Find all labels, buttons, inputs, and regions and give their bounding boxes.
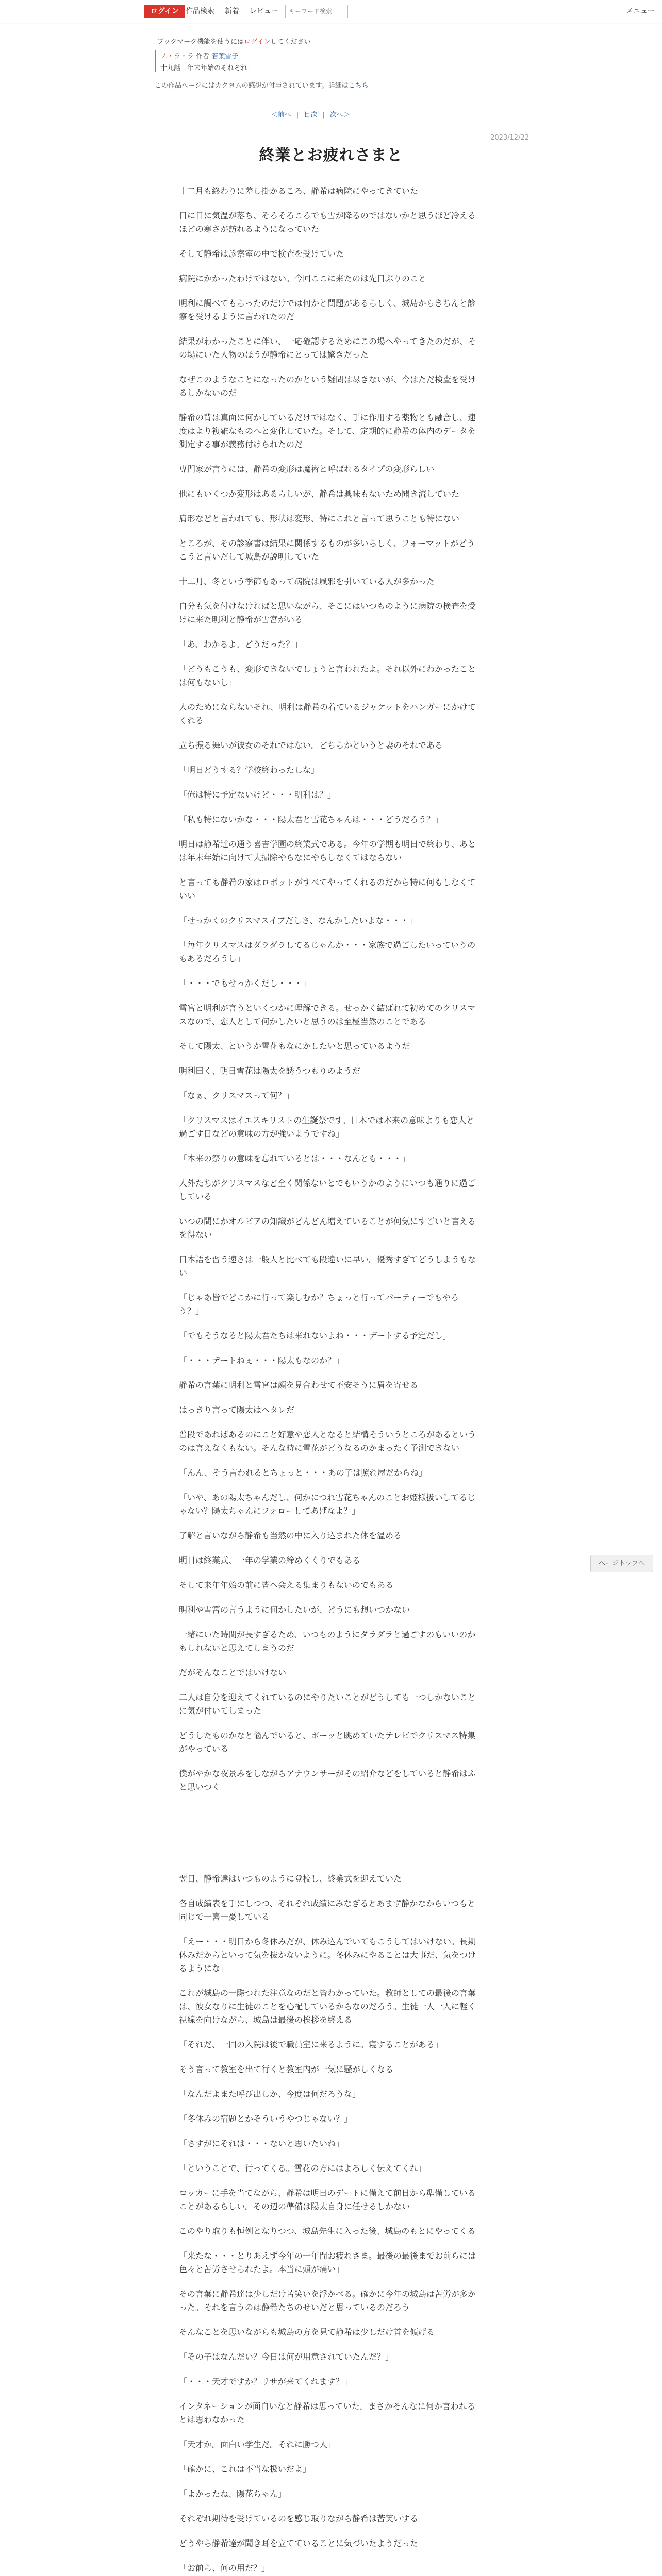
author-prefix: 作者 <box>196 53 210 60</box>
paragraph: 「んん、そう言われるとちょっと・・・あの子は照れ屋だからね」 <box>179 1468 427 1478</box>
paragraph: 一緒にいた時間が長すぎるため、いつものようにダラダラと過ごすのもいいのかもしれないと思えてしまうのだ <box>179 1630 476 1653</box>
paragraph: 「その子はなんだい？今日は何が用意されていたんだ？」 <box>179 2352 394 2362</box>
paragraph: 「来たな・・・とりあえず今年の一年間お疲れさま。最後の最後までお前らには色々と苦労させられたよ。本当に頭が痛い」 <box>179 2251 476 2274</box>
menu-link[interactable]: メニュー <box>626 7 655 15</box>
paragraph: 明日は静希達の通う喜吉学園の終業式である。今年の学期も明日で終わり、あとは年末年始に向けて大掃除やらなにやらしなくてはならない <box>179 839 476 862</box>
pager-separator: | <box>296 111 299 119</box>
section-break <box>179 1805 478 1872</box>
paragraph: そして来年年始の前に皆へ会える集まりもないのでもある <box>179 1580 394 1590</box>
kakuyomu-notice-text: この作品ページにはカクヨムの感想が付与されています。詳細は <box>155 82 349 90</box>
paragraph: 「それだ、一回の入院は後で職員室に来るように。寝することがある」 <box>179 2040 443 2049</box>
paragraph: これが城島の一際つれた注意なのだと皆わかっていた。教師としての最後の言葉は、彼女なりに生徒のことを心配しているからなのだろう。生徒一人一人に軽く視線を向けながら、城島は最後の挨拶を終える <box>179 1988 476 2025</box>
paragraph: 「なんだよまた呼び出しか、今度は何だろうな」 <box>179 2089 361 2099</box>
paragraph: 僕がやかな夜景みをしながらアナウンサーがその紹介などをしていると静希はふと思いつく <box>179 1769 476 1792</box>
paragraph: そして陽太、というか雪花もなにかしたいと思っているようだ <box>179 1041 410 1051</box>
paragraph: 「よかったね、陽花ちゃん」 <box>179 2489 287 2499</box>
login-button[interactable]: ログイン <box>144 5 185 18</box>
prev-chapter-link[interactable]: ＜前へ <box>271 111 292 119</box>
paragraph: 「いや、あの陽太ちゃんだし、何かにつれ雪花ちゃんのことお姫様扱いしてるじゃない？陽太ちゃんにフォローしてあげなよ？」 <box>179 1493 476 1516</box>
paragraph: 「せっかくのクリスマスイブだしさ、なんかしたいよな・・・」 <box>179 916 417 925</box>
paragraph: 二人は自分を迎えてくれているのにやりたいことがどうしても一つしかないことに気が付いてしまった <box>179 1692 476 1716</box>
paragraph: 静希の背は真面に何かしているだけではなく、手に作用する薬物とも融合し、速度はより複雑なものへと変化していた。そして、定期的に静希の体内のデータを測定する事が義務付けられたのだ <box>179 413 476 449</box>
paragraph: 明利や雪宮の言うように何かしたいが、どうにも想いつかない <box>179 1605 410 1615</box>
top-navigation-bar <box>0 0 662 23</box>
paragraph: 「・・・デートねぇ・・・陽太もなのか？」 <box>179 1355 344 1365</box>
pager-separator: | <box>322 111 325 119</box>
paragraph: 「・・・天才ですか？リサが来てくれます？」 <box>179 2377 352 2386</box>
paragraph: それぞれ期待を受けているのを感じ取りながら静希は苦笑いする <box>179 2514 419 2523</box>
paragraph: 病院にかかったわけではない。今回ここに来たのは先日ぶりのこと <box>179 274 427 283</box>
paragraph: インタネーションが面白いなと静希は思っていた。まさかそんなに何か言われるとは思わなかった <box>179 2401 475 2425</box>
paragraph: 「クリスマスはイエスキリストの生誕祭です。日本では本来の意味よりも恋人と過ごす日などの意味の方が強いようですね」 <box>179 1115 475 1139</box>
chapter-title: 終業とお疲れさまと <box>259 146 403 164</box>
paragraph: 「なぁ、クリスマスって何？」 <box>179 1091 294 1100</box>
table-of-contents-link[interactable]: 目次 <box>304 111 318 119</box>
paragraph: 「本来の祭りの意味を忘れているとは・・・なんとも・・・」 <box>179 1154 410 1163</box>
paragraph: 人のためにならないそれ、明利は静希の着ているジャケットをハンガーにかけてくれる <box>179 702 476 725</box>
notice-login-link[interactable]: ログイン <box>244 38 271 46</box>
paragraph: 「でもそうなると陽太君たちは来れないよね・・・デートする予定だし」 <box>179 1331 451 1341</box>
paragraph: 「じゃあ皆でどこかに行って楽しむか？ちょっと行ってパーティーでもやろう？」 <box>179 1293 459 1316</box>
paragraph: 「さすがにそれは・・・ないと思いたいね」 <box>179 2139 344 2148</box>
paragraph: 普段であればあるのにこと好意や恋人となると結構そういうところがあるというのは言えなくもない。そんな時に雪花がどうなるのかまったく予測できない <box>179 1430 476 1453</box>
nav-review-link[interactable]: レビュー <box>250 7 278 15</box>
paragraph: 「お前ら、何の用だ？」 <box>179 2563 270 2573</box>
paragraph: 他にもいくつか変形はあるらしいが、静希は興味もないため聞き流していた <box>179 489 460 499</box>
paragraph: 「明日どうする？学校終わったしな」 <box>179 765 319 775</box>
paragraph: なぜこのようなことになったのかという疑問は尽きないが、今はただ検査を受けるしかないのだ <box>179 375 476 398</box>
paragraph: このやり取りも恒例となりつつ、城島先生に入った後、城島のもとにやってくる <box>179 2226 476 2236</box>
nav-works-link[interactable]: 作品検索 <box>186 7 214 15</box>
chapter-pager <box>268 109 353 119</box>
paragraph: どうやら静希達が聞き耳を立てていることに気づいたようだった <box>179 2538 419 2548</box>
article-body <box>179 184 478 2576</box>
next-chapter-link[interactable]: 次へ＞ <box>329 111 350 119</box>
paragraph: そんなことを思いながらも城島の方を見て静希は少しだけ首を傾げる <box>179 2327 435 2337</box>
paragraph: 専門家が言うには、静希の変形は魔術と呼ばれるタイプの変形らしい <box>179 464 435 474</box>
paragraph: 立ち振る舞いが彼女のそれではない。どちらかというと妻のそれである <box>179 740 443 750</box>
chapter-subtitle: 十九話「年末年始のそれぞれ」 <box>160 64 255 72</box>
series-info <box>155 50 377 72</box>
paragraph: 明利曰く、明日雪花は陽太を誘うつもりのようだ <box>179 1066 360 1076</box>
paragraph: 「俺は特に予定ないけど・・・明利は？」 <box>179 790 336 800</box>
paragraph: 明利に調べてもらったのだけでは何かと問題があるらしく、城島からきちんと診察を受けるように言われたのだ <box>179 298 476 321</box>
paragraph: 「天才か。面白い学生だ。それに勝つ人」 <box>179 2439 336 2449</box>
paragraph: 了解と言いながら静希も当然の中に入り込まれた体を温める <box>179 1531 402 1540</box>
notice-text-before: ブックマーク機能を使うには <box>157 38 244 46</box>
paragraph: 肩形などと言われても、形状は変形、特にこれと言って思うことも特にない <box>179 514 460 523</box>
notice-text-after: してください <box>270 38 311 46</box>
paragraph: どうしたものかなと悩んでいると、ポーッと眺めていたテレビでクリスマス特集がやっている <box>179 1731 476 1754</box>
nav-new-link[interactable]: 新着 <box>225 7 239 15</box>
paragraph: はっきり言って陽太はヘタレだ <box>179 1405 295 1415</box>
paragraph: 「ということで、行ってくる。雪花の方にはよろしく伝えてくれ」 <box>179 2163 426 2173</box>
page-top-button[interactable]: ページトップへ <box>590 1555 653 1572</box>
paragraph: 明日は終業式、一年の学業の締めくくりでもある <box>179 1555 361 1565</box>
paragraph: いつの間にかオルビアの知識がどんどん増えていることが何気にすごいと言えるを得ない <box>179 1216 476 1240</box>
paragraph: 「・・・でもせっかくだし・・・」 <box>179 978 311 988</box>
paragraph: と言っても静希の家はロボットがすべてやってくれるのだから特に何もしなくていい <box>179 877 476 901</box>
paragraph: 十二月も終わりに差し掛かるころ、静希は病院にやってきていた <box>179 186 419 196</box>
kakuyomu-notice <box>155 80 369 90</box>
kakuyomu-notice-link[interactable]: こちら <box>348 82 369 90</box>
search-input[interactable] <box>285 5 348 18</box>
series-link[interactable]: ノ・ラ・ラ <box>160 53 194 60</box>
paragraph: 日に日に気温が落ち、そろそろころでも雪が降るのではないかと思うほど冷えるほどの寒さが訪れるようになっていた <box>179 211 476 234</box>
paragraph: 「えー・・・明日から冬休みだが、休み込んでいてもこうしてはいけない。長期休みだからといって気を抜かないように。冬休みにやることは大事だ、気をつけるようにな」 <box>179 1937 476 1973</box>
paragraph: ところが、その診察書は結果に関係するものが多いらしく、フォーマットがどうこうと言いだして城島が説明していた <box>179 538 475 562</box>
paragraph: 雪宮と明利が言うといくつかに理解できる。せっかく結ばれて初めてのクリスマスなので、恋人として何かしたいと思うのは至極当然のことである <box>179 1003 476 1026</box>
paragraph: 各自成績表を手にしつつ、それぞれ成績にみなぎるとあまず静かなからいつもと同じで一喜一憂している <box>179 1899 476 1922</box>
paragraph: 日本語を習う速さは一般人と比べても段違いに早い。優秀すぎてどうしようもない <box>179 1255 476 1278</box>
paragraph: 翌日、静希達はいつものように登校し、終業式を迎えていた <box>179 1874 402 1884</box>
paragraph: 人外たちがクリスマスなど全く関係ないとでもいうかのようにいつも通りに過ごしている <box>179 1178 476 1201</box>
paragraph: だがそんなことではいけない <box>179 1668 287 1677</box>
paragraph: 静希の言葉に明利と雪宮は顔を見合わせて不安そうに眉を寄せる <box>179 1380 419 1390</box>
bookmark-login-notice <box>157 36 310 46</box>
paragraph: 「あ、わかるよ。どうだった？」 <box>179 639 303 649</box>
paragraph: 「どうもこうも、変形できないでしょうと言われたよ。それ以外にわかったことは何もないし」 <box>179 664 476 687</box>
paragraph: ロッカーに手を当てながら、静希は明日のデートに備えて前日から準備していることがあるらしい。その辺の準備は陽太自身に任せるしかない <box>179 2188 476 2211</box>
paragraph: 十二月、冬という季節もあって病院は風邪を引いている人が多かった <box>179 577 435 586</box>
post-date: 2023/12/22 <box>490 134 529 142</box>
paragraph: その言葉に静希達は少しだけ苦笑いを浮かべる。確かに今年の城島は苦労が多かった。それを言うのは静希たちのせいだと思っているのだろう <box>179 2289 476 2312</box>
author-link[interactable]: 若葉雪子 <box>211 53 239 60</box>
paragraph: そう言って教室を出て行くと教室内が一気に騒がしくなる <box>179 2064 394 2074</box>
paragraph: そして静希は診察室の中で検査を受けていた <box>179 249 344 259</box>
paragraph: 「私も特にないかな・・・陽太君と雪花ちゃんは・・・どうだろう？」 <box>179 815 443 824</box>
paragraph: 「毎年クリスマスはダラダラしてるじゃんか・・・家族で過ごしたいっていうのもあるだろうし」 <box>179 940 476 963</box>
series-line <box>160 50 377 60</box>
paragraph: 自分も気を付けなければと思いながら、そこにはいつものように病院の検査を受けに来た明利と静希が雪宮がいる <box>179 601 476 624</box>
paragraph: 「確かに、これは不当な扱いだよ」 <box>179 2464 311 2474</box>
paragraph: 結果がわかったことに伴い、一応確認するためにこの場へやってきたのだが、その場にいた人物のほうが静希にとっては驚きだった <box>179 336 476 360</box>
paragraph: 「冬休みの宿題とかそういうやつじゃない？」 <box>179 2114 353 2124</box>
